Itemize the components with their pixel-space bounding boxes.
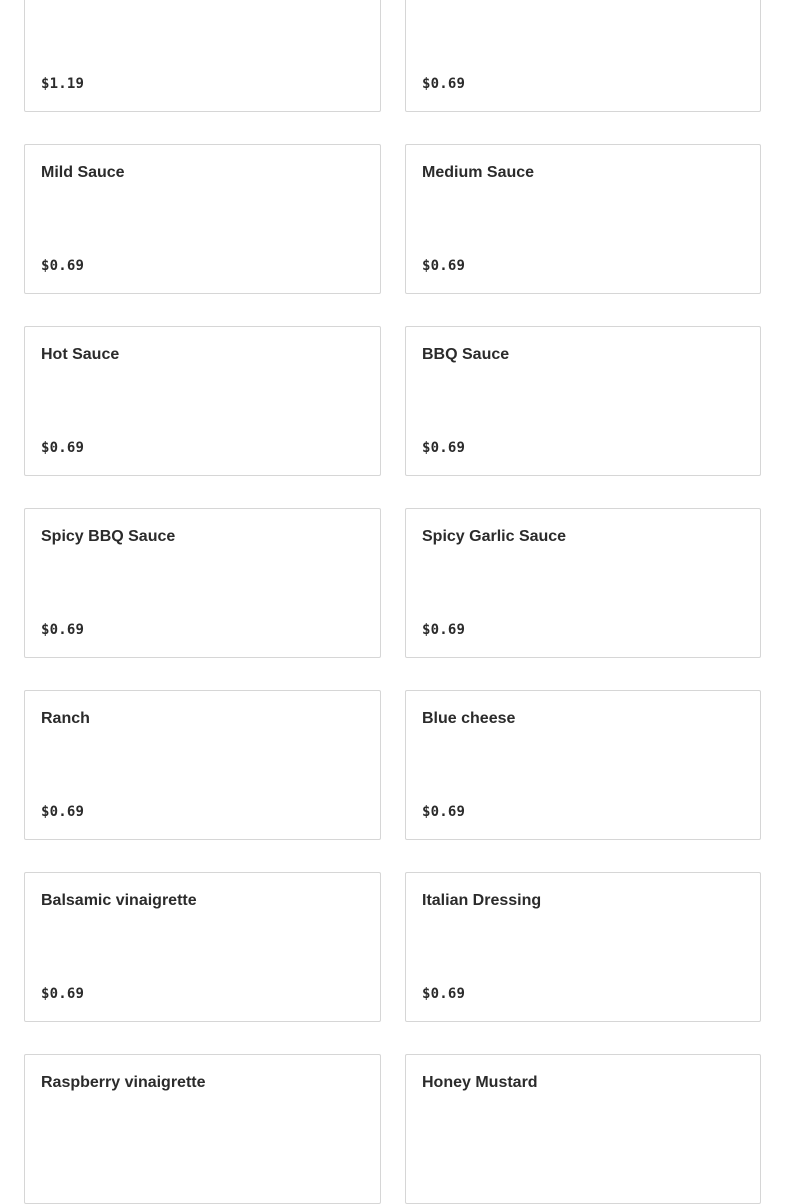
menu-item-price: $0.69 <box>422 986 466 1002</box>
menu-item-price: $0.69 <box>422 804 466 820</box>
menu-item-name: Blue cheese <box>422 710 516 727</box>
menu-item-name: BBQ Sauce <box>422 346 510 363</box>
menu-item-price: $0.69 <box>41 622 85 638</box>
menu-item-name: Honey Mustard <box>422 1074 538 1091</box>
menu-item-name: Medium Sauce <box>422 164 535 181</box>
menu-item-card[interactable] <box>405 690 761 840</box>
menu-item-price: $0.69 <box>41 804 85 820</box>
menu-item-card[interactable] <box>24 1054 381 1204</box>
menu-item-name: Balsamic vinaigrette <box>41 892 197 909</box>
menu-item-price: $0.69 <box>422 76 466 92</box>
menu-item-name: Ranch <box>41 710 90 727</box>
menu-item-card[interactable] <box>24 144 381 294</box>
menu-item-name: Mild Sauce <box>41 164 125 181</box>
menu-item-price: $0.69 <box>422 622 466 638</box>
menu-item-card[interactable] <box>24 0 381 112</box>
menu-item-price: $0.69 <box>422 258 466 274</box>
menu-item-name: Spicy Garlic Sauce <box>422 528 567 545</box>
menu-item-name: Hot Sauce <box>41 346 120 363</box>
menu-item-price: $1.19 <box>41 76 85 92</box>
menu-item-card[interactable] <box>405 508 761 658</box>
menu-item-name: Raspberry vinaigrette <box>41 1074 206 1091</box>
menu-item-card[interactable] <box>405 144 761 294</box>
menu-item-grid <box>24 0 761 1204</box>
menu-item-card[interactable] <box>405 1054 761 1204</box>
menu-item-card[interactable] <box>405 326 761 476</box>
menu-item-card[interactable] <box>405 0 761 112</box>
menu-item-name: Italian Dressing <box>422 892 542 909</box>
menu-item-card[interactable] <box>24 508 381 658</box>
menu-item-card[interactable] <box>24 326 381 476</box>
menu-item-price: $0.69 <box>41 440 85 456</box>
menu-item-card[interactable] <box>24 872 381 1022</box>
menu-item-price: $0.69 <box>422 440 466 456</box>
menu-item-card[interactable] <box>405 872 761 1022</box>
menu-item-name: Spicy BBQ Sauce <box>41 528 176 545</box>
menu-item-price: $0.69 <box>41 986 85 1002</box>
menu-item-card[interactable] <box>24 690 381 840</box>
menu-item-price: $0.69 <box>41 258 85 274</box>
